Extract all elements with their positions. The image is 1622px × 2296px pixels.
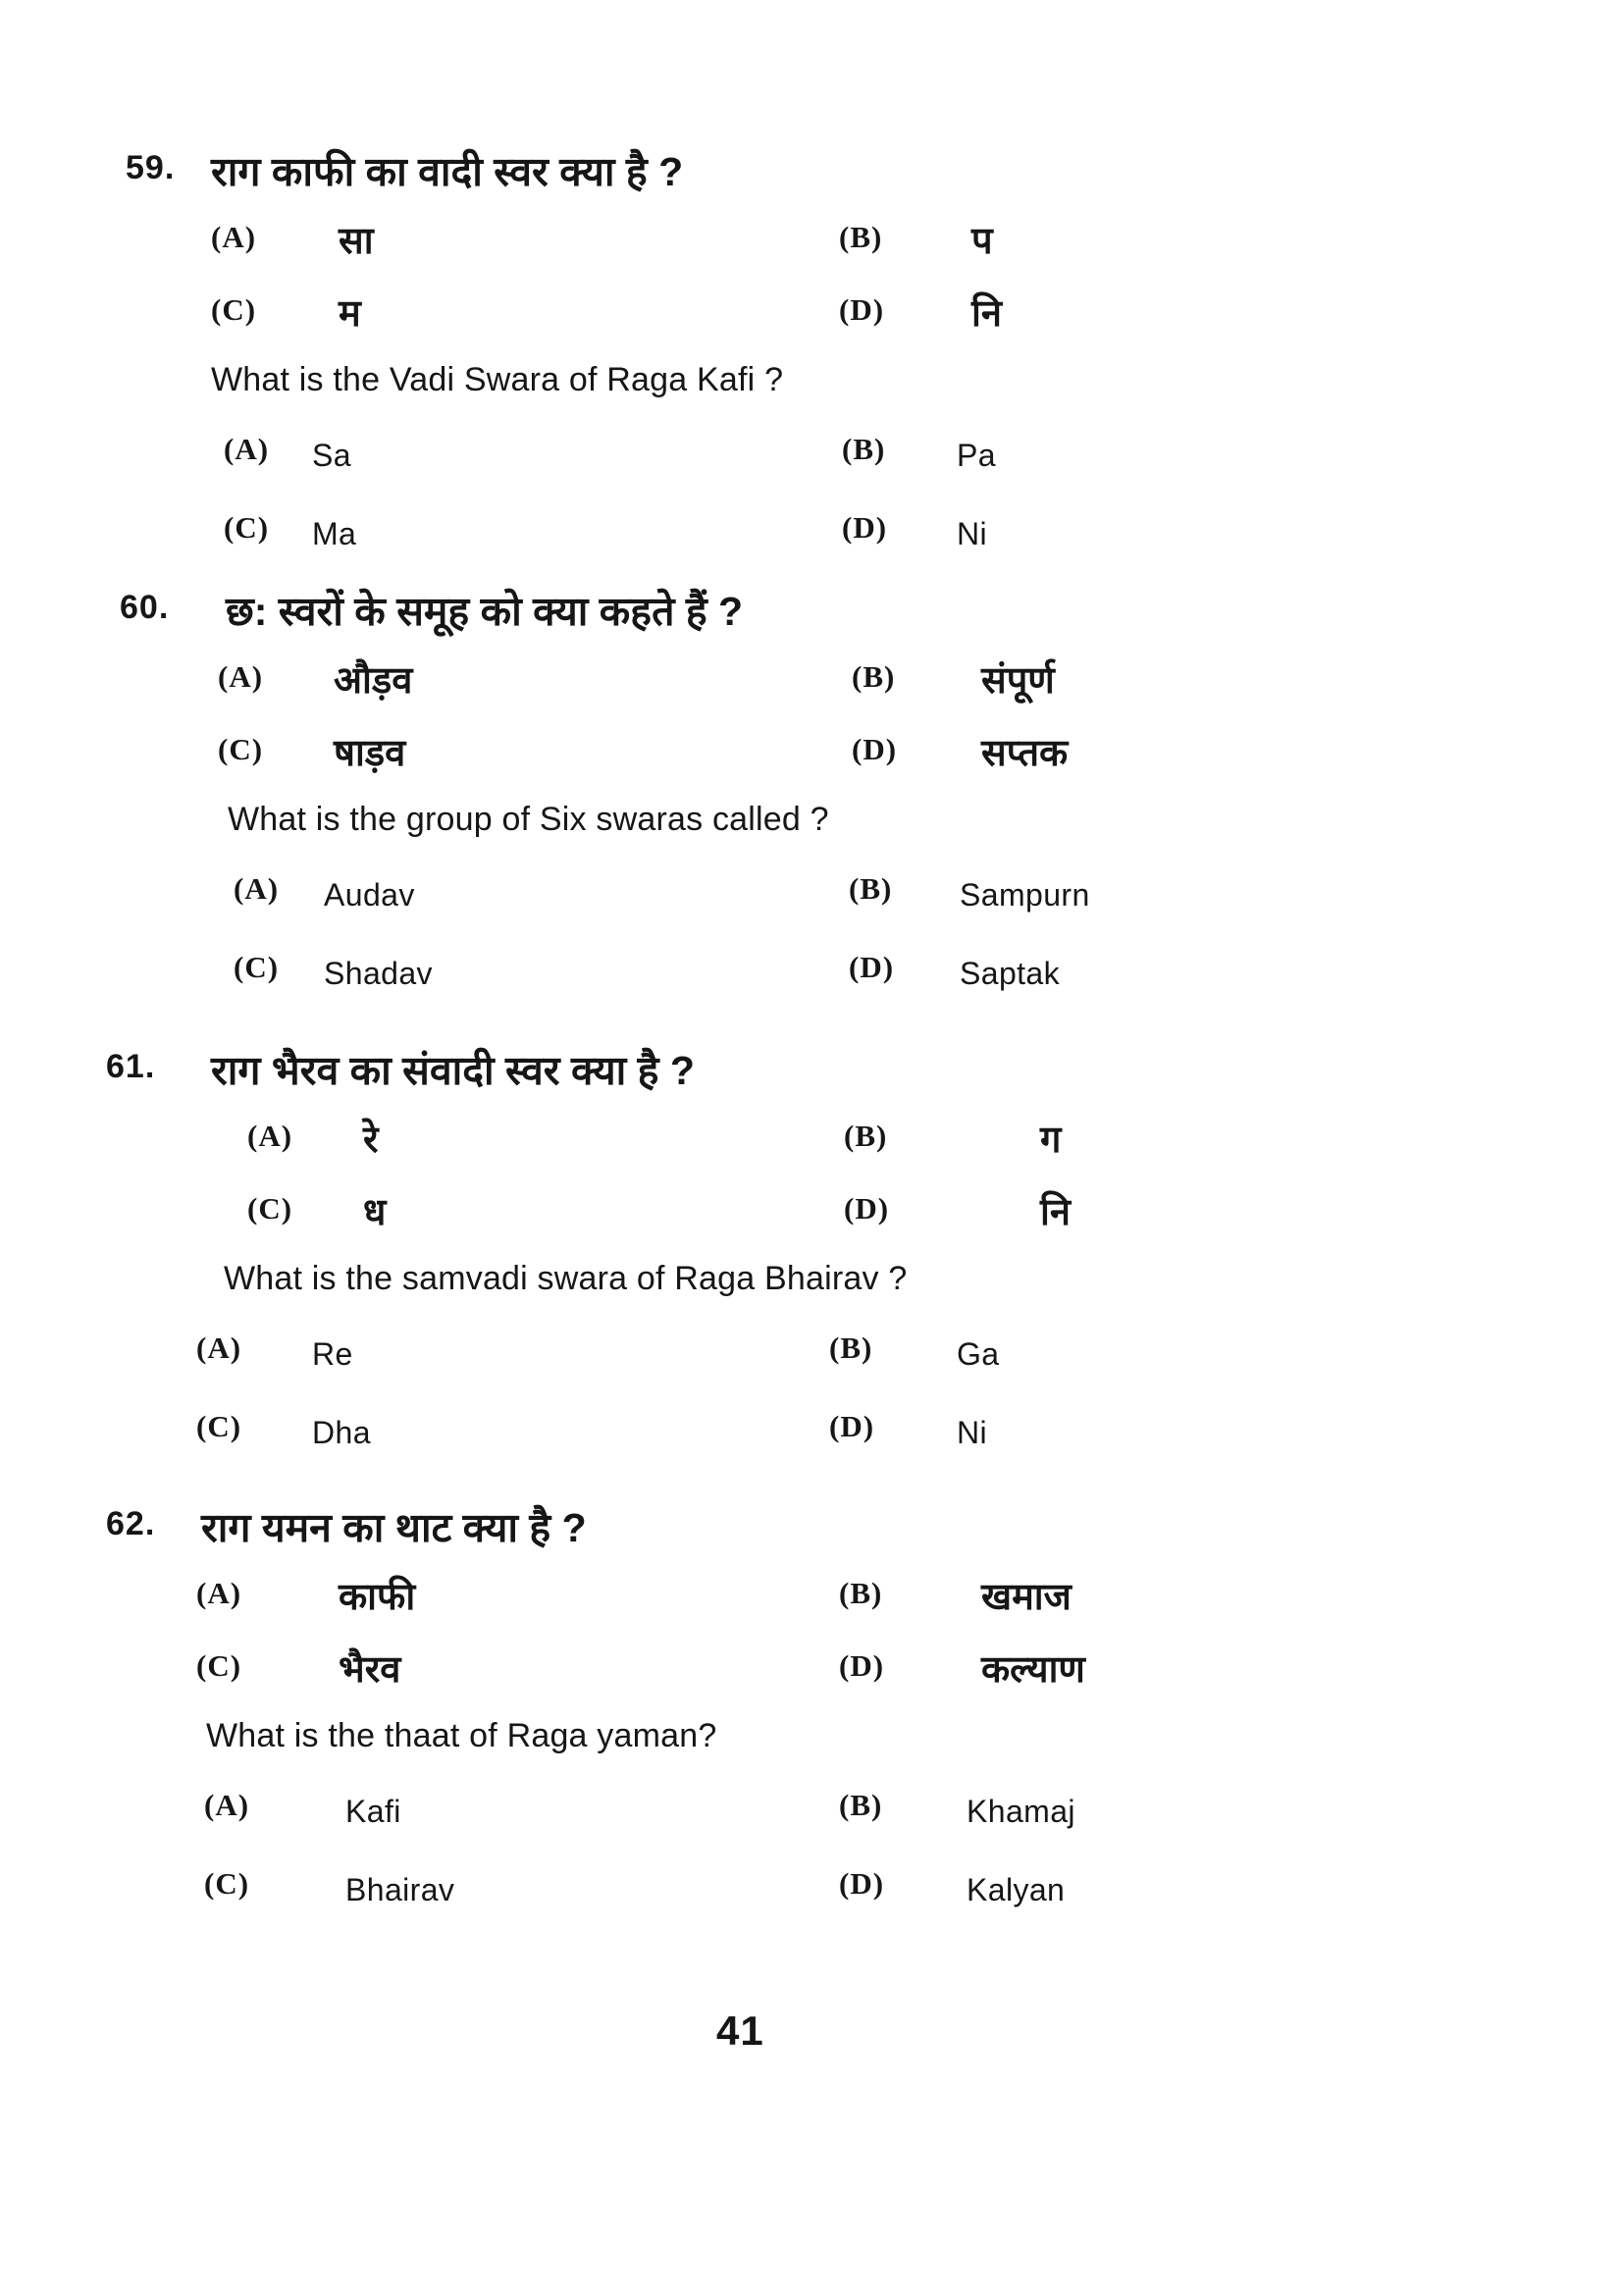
- option-text: Re: [312, 1336, 353, 1372]
- question-number: 62.: [106, 1505, 156, 1542]
- option-text: ध: [363, 1192, 387, 1233]
- question-text-hindi: राग भैरव का संवादी स्वर क्या है ?: [211, 1048, 695, 1093]
- question-text-english: What is the group of Six swaras called ?: [228, 801, 829, 838]
- question-number: 60.: [120, 589, 170, 626]
- option-text: नि: [1040, 1192, 1071, 1233]
- question-text-english: What is the samvadi swara of Raga Bhairav ?: [224, 1260, 908, 1297]
- option-text: म: [339, 293, 361, 335]
- page-number: 41: [716, 2008, 764, 2054]
- option-text: Ni: [957, 516, 988, 551]
- option-letter: (A): [196, 1331, 242, 1365]
- option-letter: (D): [839, 1866, 885, 1901]
- option-letter: (C): [204, 1866, 250, 1901]
- hindi-option-row: [0, 1119, 1622, 1187]
- option-text: औड़व: [334, 660, 413, 702]
- option-text: खमाज: [981, 1577, 1072, 1618]
- english-option-row: [0, 432, 1622, 500]
- option-text: Ni: [957, 1415, 988, 1450]
- option-letter: (C): [196, 1409, 242, 1443]
- option-letter: (D): [849, 950, 895, 984]
- option-text: भैरव: [339, 1649, 401, 1691]
- question-block-60: [0, 579, 1622, 1040]
- option-letter: (D): [842, 510, 888, 545]
- question-text-hindi: राग यमन का थाट क्या है ?: [201, 1505, 587, 1550]
- option-text: Dha: [312, 1415, 371, 1450]
- option-letter: (B): [839, 1788, 883, 1822]
- option-letter: (D): [839, 1648, 885, 1683]
- option-letter: (D): [829, 1409, 875, 1443]
- option-letter: (D): [839, 292, 885, 327]
- option-letter: (B): [849, 871, 893, 906]
- option-letter: (A): [218, 659, 264, 694]
- question-block-61: [0, 1038, 1622, 1499]
- option-letter: (C): [211, 292, 257, 327]
- option-text: ग: [1040, 1120, 1062, 1161]
- option-letter: (B): [852, 659, 896, 694]
- hindi-option-row: [0, 292, 1622, 361]
- option-letter: (A): [234, 871, 280, 906]
- option-text: षाड़व: [334, 733, 406, 774]
- option-letter: (C): [196, 1648, 242, 1683]
- question-text-hindi: राग काफी का वादी स्वर क्या है ?: [211, 149, 684, 194]
- option-letter: (B): [839, 220, 883, 254]
- option-letter: (C): [218, 732, 264, 766]
- question-number: 59.: [126, 149, 176, 186]
- option-text: संपूर्ण: [981, 660, 1055, 702]
- question-number: 61.: [106, 1048, 156, 1085]
- option-letter: (B): [842, 432, 886, 466]
- question-text-hindi: छ: स्वरों के समूह को क्या कहते हैं ?: [226, 589, 744, 634]
- option-letter: (C): [247, 1191, 293, 1226]
- option-text: Pa: [957, 438, 996, 473]
- option-letter: (A): [204, 1788, 250, 1822]
- english-option-row: [0, 1866, 1622, 1935]
- english-option-row: [0, 871, 1622, 940]
- option-letter: (A): [211, 220, 257, 254]
- english-option-row: [0, 1788, 1622, 1856]
- english-option-row: [0, 950, 1622, 1018]
- option-letter: (B): [829, 1331, 873, 1365]
- english-option-row: [0, 510, 1622, 579]
- question-block-62: [0, 1495, 1622, 1957]
- hindi-option-row: [0, 1576, 1622, 1644]
- option-text: प: [971, 221, 993, 262]
- option-letter: (B): [839, 1576, 883, 1610]
- question-text-english: What is the Vadi Swara of Raga Kafi ?: [211, 361, 784, 398]
- option-letter: (D): [844, 1191, 890, 1226]
- hindi-option-row: [0, 1648, 1622, 1717]
- english-option-row: [0, 1409, 1622, 1478]
- option-letter: (C): [234, 950, 280, 984]
- option-text: Ga: [957, 1336, 1000, 1372]
- option-text: Ma: [312, 516, 357, 551]
- option-text: कल्याण: [981, 1649, 1085, 1691]
- option-text: Kafi: [345, 1794, 401, 1829]
- option-text: Sa: [312, 438, 351, 473]
- option-letter: (C): [224, 510, 270, 545]
- option-letter: (A): [247, 1119, 293, 1153]
- hindi-option-row: [0, 220, 1622, 288]
- option-letter: (B): [844, 1119, 888, 1153]
- hindi-option-row: [0, 659, 1622, 728]
- option-text: Kalyan: [967, 1872, 1066, 1907]
- option-text: Sampurn: [960, 877, 1090, 913]
- option-text: Saptak: [960, 956, 1061, 991]
- option-text: Audav: [324, 877, 415, 913]
- option-letter: (D): [852, 732, 898, 766]
- option-text: सा: [339, 221, 374, 262]
- option-text: नि: [971, 293, 1002, 335]
- option-text: काफी: [339, 1577, 416, 1618]
- option-letter: (A): [196, 1576, 242, 1610]
- option-text: Bhairav: [345, 1872, 455, 1907]
- english-option-row: [0, 1331, 1622, 1399]
- question-text-english: What is the thaat of Raga yaman?: [206, 1717, 717, 1754]
- hindi-option-row: [0, 732, 1622, 801]
- option-text: रे: [363, 1120, 379, 1161]
- hindi-option-row: [0, 1191, 1622, 1260]
- option-text: Khamaj: [967, 1794, 1075, 1829]
- option-text: Shadav: [324, 956, 433, 991]
- option-text: सप्तक: [981, 733, 1069, 774]
- question-block-59: [0, 139, 1622, 600]
- option-letter: (A): [224, 432, 270, 466]
